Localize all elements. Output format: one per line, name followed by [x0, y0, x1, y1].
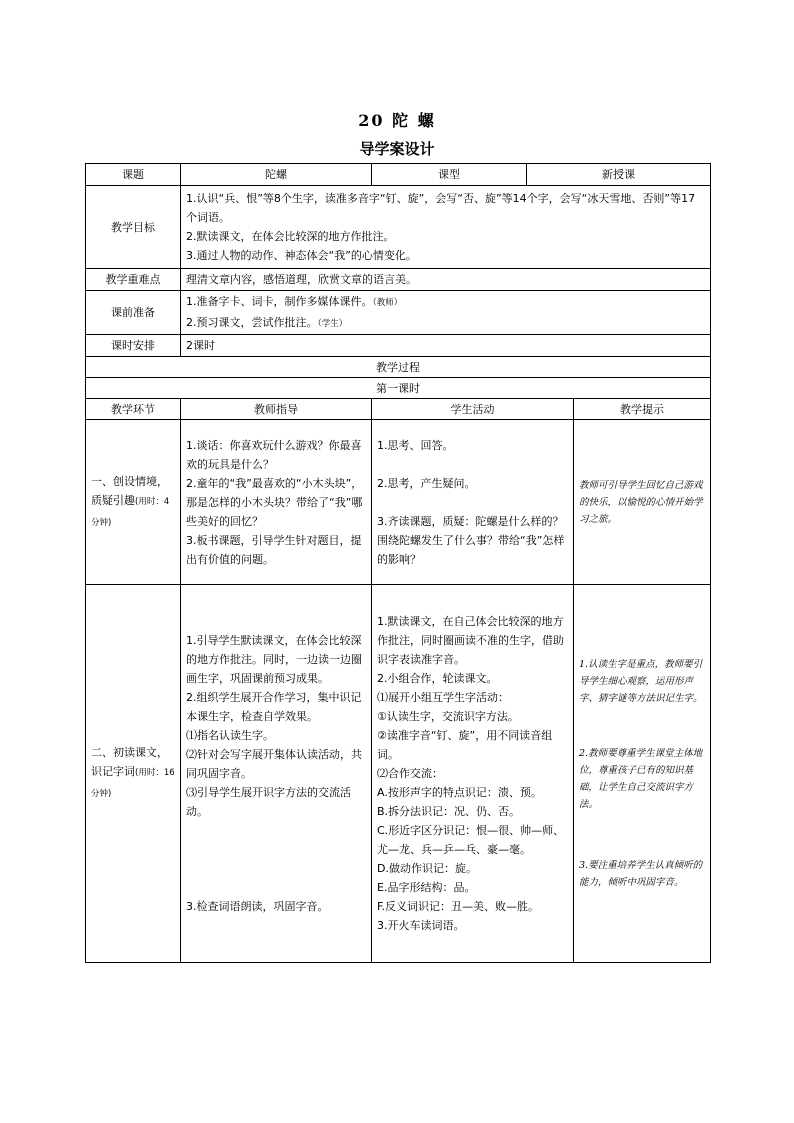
key-label: 教学重难点 — [86, 269, 181, 291]
section2-time: (用时：16分钟) — [91, 768, 175, 799]
type-value: 新授课 — [527, 164, 711, 186]
student-step: 1.默读课文，在自己体会比较深的地方作批注，同时圈画读不准的生字，借助识字表读准字音。 — [377, 615, 564, 666]
column-header: 教学环节 — [86, 399, 181, 420]
goals-content — [181, 186, 711, 269]
page-subtitle: 导学案设计 — [359, 140, 435, 158]
teacher-step: ⑵针对会写字展开集体认读活动，共同巩固字音。 — [186, 748, 362, 780]
student-step: 1.思考、回答。 — [377, 438, 454, 452]
section1-student — [372, 420, 574, 585]
section1-row — [86, 420, 711, 585]
header-row — [86, 164, 711, 186]
columns-row — [86, 399, 711, 420]
hours-row — [86, 335, 711, 357]
process-title: 教学过程 — [86, 357, 711, 378]
tip-item: 1.认读生字是重点，教师要引导学生细心观察，运用形声字、猜字谜等方法识记生字。 — [579, 659, 703, 704]
teacher-step: 3.板书课题，引导学生针对题目，提出有价值的问题。 — [186, 533, 362, 566]
section2-tips — [574, 585, 711, 963]
prep-row — [86, 291, 711, 335]
goals-row — [86, 186, 711, 269]
section1-name: 一、创设情境，质疑引趣 — [91, 474, 168, 507]
goal-item: 1.认识“兵、恨”等8个生字，读准多音字“钉、旋”，会写“否、旋”等14个字，会写“冰天雪地、否则”等17个词语。 — [186, 192, 696, 224]
section1-time: (用时：4分钟) — [91, 496, 170, 528]
prep-who: （教师） — [372, 297, 403, 308]
section2-teacher — [181, 585, 372, 963]
section2-student — [372, 585, 574, 963]
prep-who: （学生） — [317, 318, 348, 329]
goals-label: 教学目标 — [86, 186, 181, 269]
key-value: 理清文章内容，感悟道理，欣赏文章的语言美。 — [181, 269, 711, 291]
student-step: F.反义词识记：丑—美、败—胜。 — [377, 900, 540, 913]
topic-label: 课题 — [86, 164, 181, 186]
key-row — [86, 269, 711, 291]
page-title: 20 陀 螺 — [358, 111, 436, 130]
student-step: 3.齐读课题，质疑：陀螺是什么样的？围绕陀螺发生了什么事？带给“我”怎样的影响？ — [377, 514, 565, 566]
teacher-step: 2.童年的“我”最喜欢的“小木头块”，那是怎样的小木头块？带给了“我”哪些美好的回忆？ — [186, 476, 363, 528]
student-step: ⑵合作交流： — [377, 767, 443, 780]
prep-content — [181, 291, 711, 335]
type-label: 课型 — [372, 164, 527, 186]
student-step: A.按形声字的特点识记：溃、预。 — [377, 786, 542, 799]
section1-phase — [86, 420, 181, 585]
prep-item: 2.预习课文，尝试作批注。 — [186, 315, 318, 329]
student-step: D.做动作识记：旋。 — [377, 862, 477, 875]
section1-teacher — [181, 420, 372, 585]
section1-tip: 教师可引导学生回忆自己游戏的快乐，以愉悦的心情开始学习之旅。 — [574, 420, 711, 585]
student-step: 2.思考，产生疑问。 — [377, 476, 476, 490]
teacher-step: ⑴指名认读生字。 — [186, 729, 274, 742]
goal-item: 3.通过人物的动作、神态体会“我”的心情变化。 — [186, 249, 417, 262]
tip-item: 2.教师要尊重学生课堂主体地位，尊重孩子已有的知识基础，让学生自己交流识字方法。 — [579, 748, 703, 810]
prep-label: 课前准备 — [86, 291, 181, 335]
teacher-step: ⑶引导学生展开识字方法的交流活动。 — [186, 786, 351, 818]
lesson-plan-table — [85, 163, 711, 963]
tip-item: 3.要注重培养学生认真倾听的能力，倾听中巩固字音。 — [579, 860, 703, 888]
hours-label: 课时安排 — [86, 335, 181, 357]
teacher-step: 1.引导学生默读课文，在体会比较深的地方作批注。同时，一边读一边圈画生字，巩固课前预习成果。 — [186, 634, 362, 685]
teacher-step: 1.谈话：你喜欢玩什么游戏？你最喜欢的玩具是什么？ — [186, 438, 362, 471]
student-step: B.拆分法识记：况、仍、否。 — [377, 805, 521, 818]
student-step: ⑴展开小组互学生字活动： — [377, 691, 509, 704]
teacher-step: 3.检查词语朗读，巩固字音。 — [186, 900, 329, 913]
goal-item: 2.默读课文，在体会比较深的地方作批注。 — [186, 230, 395, 243]
lesson-title: 第一课时 — [86, 378, 711, 399]
student-step: ②读准字音“钉、旋”，用不同读音组词。 — [377, 729, 553, 761]
teacher-step: 2.组织学生展开合作学习，集中识记本课生字，检查自学效果。 — [186, 691, 362, 723]
hours-value: 2课时 — [181, 335, 711, 357]
column-header: 学生活动 — [372, 399, 574, 420]
student-step: ①认读生字，交流识字方法。 — [377, 710, 519, 723]
section2-name: 二、初读课文，识记字词 — [91, 746, 168, 778]
column-header: 教师指导 — [181, 399, 372, 420]
process-row — [86, 357, 711, 378]
section2-phase — [86, 585, 181, 963]
student-step: 3.开火车读词语。 — [377, 919, 465, 932]
prep-item: 1.准备字卡、词卡，制作多媒体课件。 — [186, 294, 373, 308]
section2-row — [86, 585, 711, 963]
student-step: 2.小组合作，轮读课文。 — [377, 672, 498, 685]
column-header: 教学提示 — [574, 399, 711, 420]
topic-value: 陀螺 — [181, 164, 372, 186]
student-step: E.品字形结构：品。 — [377, 881, 476, 894]
lesson-row — [86, 378, 711, 399]
student-step: C.形近字区分识记：恨—很、帅—师、尤—龙、兵—乒—乓、豪—毫。 — [377, 824, 565, 856]
